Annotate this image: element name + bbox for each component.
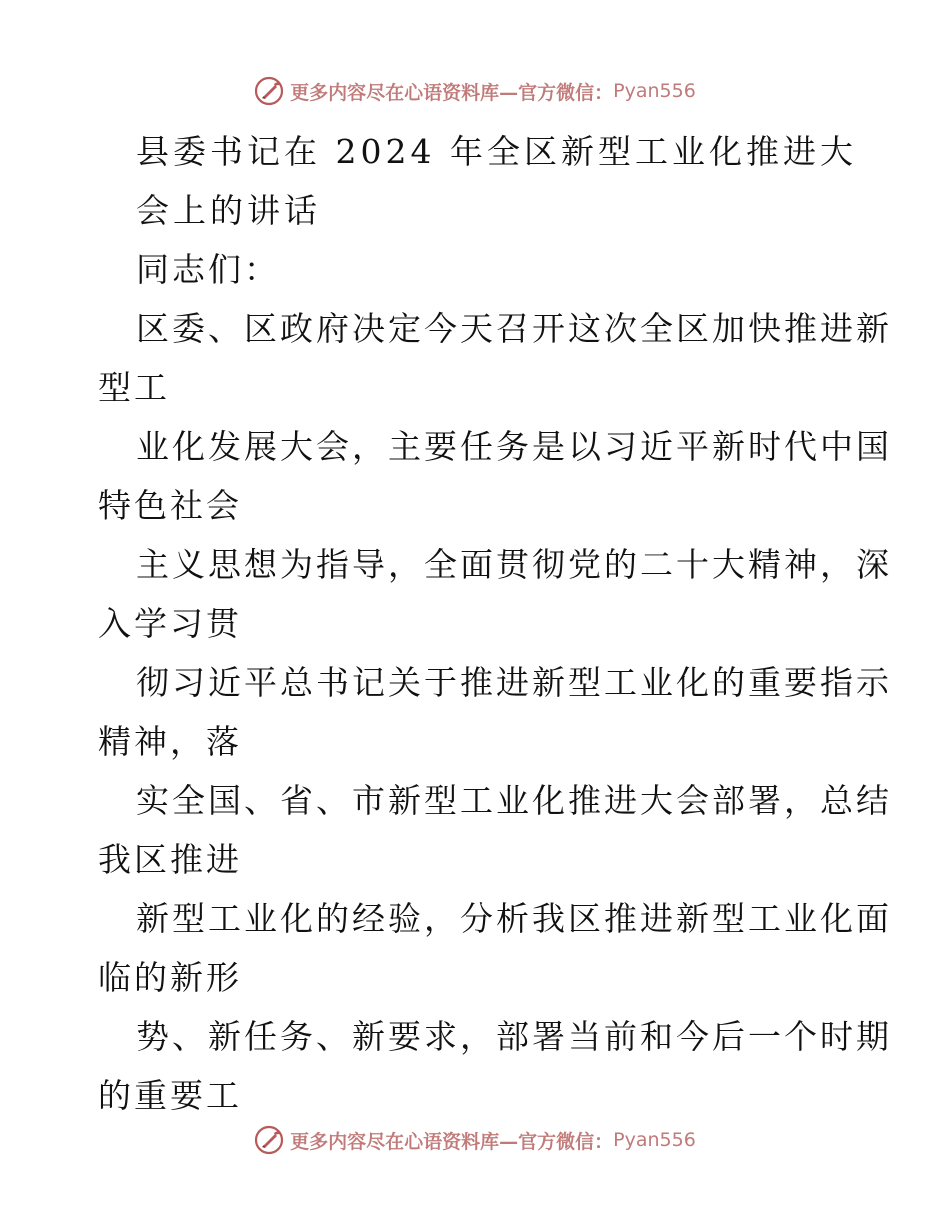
quill-pen-logo-icon: [254, 1125, 284, 1155]
body-line: 的重要工: [98, 1076, 242, 1115]
doc-title-line-1: 县委书记在 2024 年全区新型工业化推进大: [136, 132, 857, 171]
body-line: 业化发展大会，主要任务是以习近平新时代中国: [136, 427, 892, 466]
banner-wechat-id: Pyan556: [613, 80, 696, 102]
body-line: 新型工业化的经验，分析我区推进新型工业化面: [136, 899, 892, 938]
body-line: 入学习贯: [98, 604, 242, 643]
footer-banner: [0, 1120, 950, 1160]
body-line: 特色社会: [98, 486, 242, 525]
document-body: [98, 122, 892, 1125]
banner-promo-text: 更多内容尽在心语资料库—官方微信：: [290, 81, 614, 104]
doc-title-line-2: 会上的讲话: [136, 191, 321, 230]
salutation: 同志们：: [136, 250, 280, 289]
quill-pen-logo-icon: [254, 76, 284, 106]
header-banner: [0, 71, 950, 111]
body-line: 精神，落: [98, 722, 242, 761]
body-line: 区委、区政府决定今天召开这次全区加快推进新: [136, 309, 892, 348]
body-line: 实全国、省、市新型工业化推进大会部署，总结: [136, 781, 892, 820]
banner-promo-text: 更多内容尽在心语资料库—官方微信：: [290, 1130, 614, 1153]
banner-wechat-id: Pyan556: [613, 1129, 696, 1151]
body-line: 主义思想为指导，全面贯彻党的二十大精神，深: [136, 545, 892, 584]
body-line: 我区推进: [98, 840, 242, 879]
body-line: 型工: [98, 368, 170, 407]
body-line: 彻习近平总书记关于推进新型工业化的重要指示: [136, 663, 892, 702]
body-line: 临的新形: [98, 958, 242, 997]
body-line: 势、新任务、新要求，部署当前和今后一个时期: [136, 1017, 892, 1056]
